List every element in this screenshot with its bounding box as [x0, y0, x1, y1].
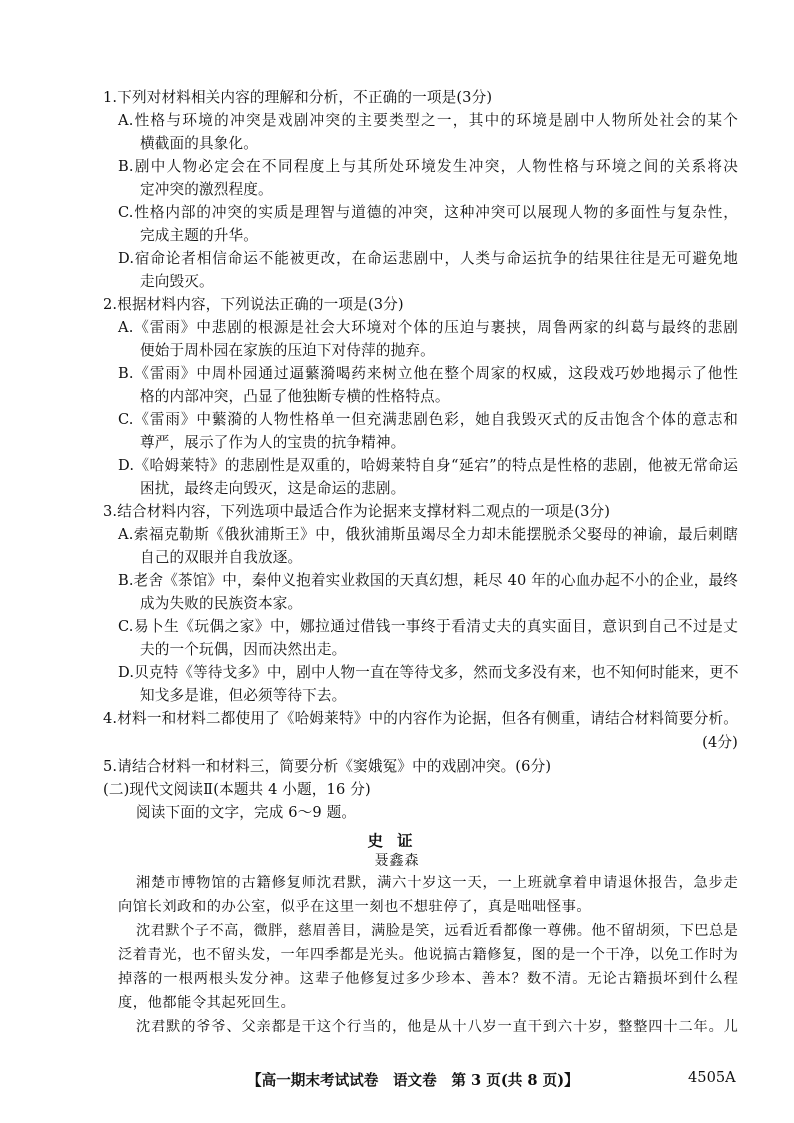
story-paragraph-2-line-3: 掉落的一根两根头发分神。这辈子他修复过多少珍本、善本？数不清。无论古籍损坏到什么程 — [118, 971, 738, 987]
question-2-option-a: A.《雷雨》中悲剧的根源是社会大环境对个体的压迫与裹挟，周鲁两家的纠葛与最终的悲剧 — [118, 319, 738, 336]
question-3-option-a-cont: 自己的双眼并自我放逐。 — [140, 549, 303, 566]
question-2-option-d-cont: 困扰，最终走向毁灭，这是命运的悲剧。 — [140, 480, 406, 497]
story-paragraph-2-line-2: 泛着青光，也不留头发，一年四季都是光头。他说搞古籍修复，图的是一个干净，以免工作时为 — [118, 947, 738, 963]
question-3-stem: 3.结合材料内容，下列选项中最适合作为论据来支撑材料二观点的一项是(3分) — [103, 503, 611, 520]
question-1-option-c: C.性格内部的冲突的实质是理智与道德的冲突，这种冲突可以展现人物的多面性与复杂性， — [118, 204, 738, 221]
question-3-option-d-cont: 知戈多是谁，但必须等待下去。 — [140, 687, 347, 704]
question-5-stem: 5.请结合材料一和材料三，简要分析《窦娥冤》中的戏剧冲突。(6分) — [103, 758, 552, 775]
question-2-stem: 2.根据材料内容，下列说法正确的一项是(3分) — [103, 296, 404, 313]
question-3-option-a: A.索福克勒斯《俄狄浦斯王》中，俄狄浦斯虽竭尽全力却未能摆脱杀父娶母的神谕，最后刺瞎 — [118, 526, 738, 543]
footer-page-info: 【高一期末考试试卷 语文卷 第 3 页(共 8 页)】 — [247, 1072, 579, 1089]
section-heading: (二)现代文阅读Ⅱ(本题共 4 小题，16 分) — [103, 781, 371, 798]
question-2-option-b-cont: 格的内部冲突，凸显了他独断专横的性格特点。 — [140, 388, 450, 405]
story-title: 史证 — [367, 831, 427, 850]
question-1-option-d: D.宿命论者相信命运不能被更改，在命运悲剧中，人类与命运抗争的结果往往是无可避免地 — [118, 250, 738, 267]
question-2-option-c: C.《雷雨》中蘩漪的人物性格单一但充满悲剧色彩，她自我毁灭式的反击饱含个体的意志和 — [118, 411, 738, 428]
question-2-option-a-cont: 便始于周朴园在家族的压迫下对侍萍的抛弃。 — [140, 342, 435, 359]
question-4-stem: 4.材料一和材料二都使用了《哈姆莱特》中的内容作为论据，但各有侧重，请结合材料简要分析。 — [103, 710, 738, 727]
story-paragraph-1-cont: 向馆长刘政和的办公室，似乎在这里一刻也不想驻停了，真是咄咄怪事。 — [118, 899, 592, 915]
question-3-option-c-cont: 夫的一个玩偶，因而决然出走。 — [140, 641, 347, 658]
question-1-option-d-cont: 走向毁灭。 — [140, 273, 214, 290]
question-1-option-c-cont: 完成主题的升华。 — [140, 227, 258, 244]
story-paragraph-2-line-4: 度，他都能令其起死回生。 — [118, 995, 296, 1011]
question-2-option-b: B.《雷雨》中周朴园通过逼蘩漪喝药来树立他在整个周家的权威，这段戏巧妙地揭示了他性 — [118, 365, 738, 382]
footer-exam-code: 4505A — [688, 1069, 736, 1086]
question-2-option-c-cont: 尊严，展示了作为人的宝贵的抗争精神。 — [140, 434, 406, 451]
story-paragraph-2: 沈君默个子不高，微胖，慈眉善目，满脸是笑，远看近看都像一尊佛。他不留胡须，下巴总是 — [136, 923, 738, 939]
question-3-option-d: D.贝克特《等待戈多》中，剧中人物一直在等待戈多，然而戈多没有来，也不知何时能来，更不 — [118, 664, 739, 681]
story-paragraph-3: 沈君默的爷爷、父亲都是干这个行当的，他是从十八岁一直干到六十岁，整整四十二年。儿 — [136, 1019, 738, 1035]
question-1-option-b-cont: 定冲突的激烈程度。 — [140, 181, 273, 198]
question-3-option-b-cont: 成为失败的民族资本家。 — [140, 595, 303, 612]
story-paragraph-1: 湘楚市博物馆的古籍修复师沈君默，满六十岁这一天，一上班就拿着申请退休报告，急步走 — [136, 875, 738, 891]
question-2-option-d: D.《哈姆莱特》的悲剧性是双重的，哈姆莱特自身“延宕”的特点是性格的悲剧，他被无常命运 — [118, 457, 738, 474]
question-1-stem: 1.下列对材料相关内容的理解和分析，不正确的一项是(3分) — [103, 89, 493, 106]
question-1-option-a: A.性格与环境的冲突是戏剧冲突的主要类型之一，其中的环境是剧中人物所处社会的某个 — [118, 112, 738, 129]
story-author: 聂鑫森 — [374, 853, 420, 869]
question-1-option-b: B.剧中人物必定会在不同程度上与其所处环境发生冲突，人物性格与环境之间的关系将决 — [118, 158, 738, 175]
question-4-score: (4分) — [702, 734, 738, 751]
question-3-option-c: C.易卜生《玩偶之家》中，娜拉通过借钱一事终于看清丈夫的真实面目，意识到自己不过是丈 — [118, 618, 738, 635]
question-3-option-b: B.老舍《茶馆》中，秦仲义抱着实业救国的天真幻想，耗尽 40 年的心血办起不小的企业，最终 — [118, 572, 738, 589]
question-1-option-a-cont: 横截面的具象化。 — [140, 135, 258, 152]
section-instruction: 阅读下面的文字，完成 6～9 题。 — [136, 804, 357, 821]
